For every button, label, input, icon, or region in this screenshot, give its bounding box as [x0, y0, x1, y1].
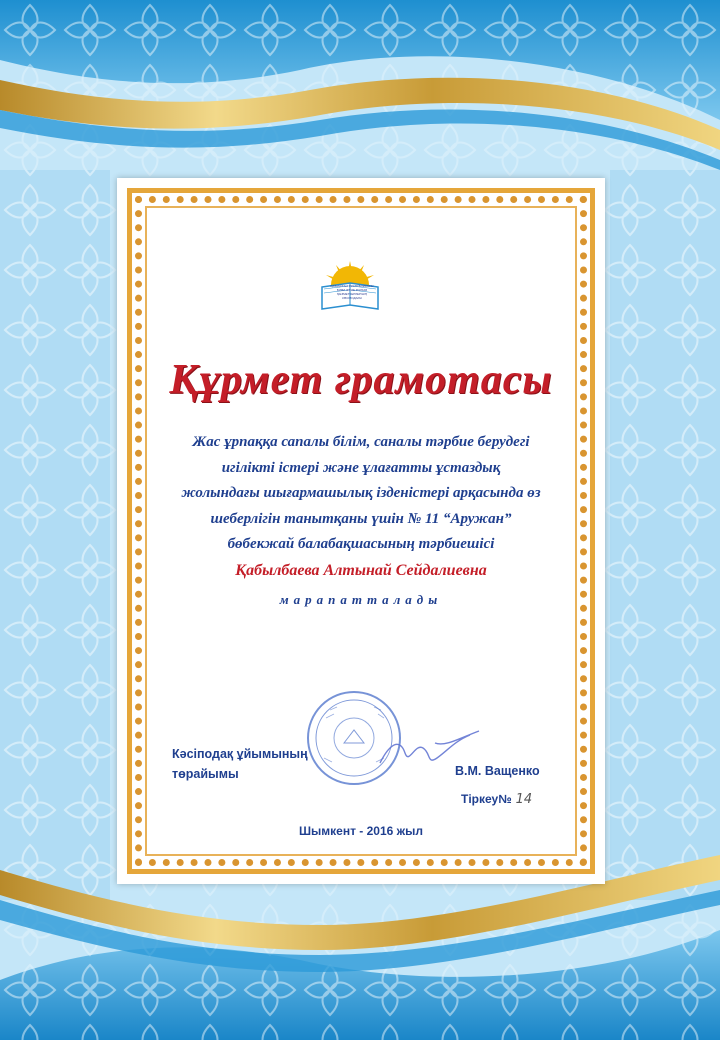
signer-position-line: Кәсіподақ ұйымының [172, 747, 308, 761]
registration-label: Тіркеу№ [461, 792, 512, 806]
sun-book-emblem-icon [314, 253, 386, 313]
signer-position [172, 744, 352, 784]
citation-line: игілікті істері және ұлағатты ұстаздық [221, 459, 501, 476]
certificate-title: Құрмет грамотасы [169, 357, 553, 403]
emblem-caption: ҚАЗАҚСТАН РЕСПУБЛИКАСЫ БІЛІМ ЖӘНЕ ҒЫЛЫМ ҚЫЗМЕТКЕРЛЕРІНІҢ КӘСІПОДАҒЫ [330, 284, 374, 300]
awarded-text: марапатталады [279, 592, 443, 607]
signer-position-line: төрайымы [172, 767, 239, 781]
citation-line: шеберлігін танытқаны үшін № 11 “Аружан” [210, 510, 512, 527]
citation-line: жолындағы шығармашылық ізденістері арқасында өз [181, 485, 541, 501]
recipient-name: Қабылбаева Алтынай Сейдалиевна [235, 562, 487, 579]
citation-line: Жас ұрпаққа сапалы білім, саналы тәрбие берудегі [192, 434, 530, 450]
citation-line: бөбекжай балабақшасының тәрбиешісі [227, 536, 495, 552]
citation-text [147, 430, 575, 558]
registration-number [461, 792, 532, 807]
certificate-paper [117, 178, 605, 884]
signer-name: В.М. Ващенко [455, 764, 540, 778]
place-and-year: Шымкент - 2016 жыл [298, 824, 424, 838]
registration-value: 14 [515, 792, 533, 807]
